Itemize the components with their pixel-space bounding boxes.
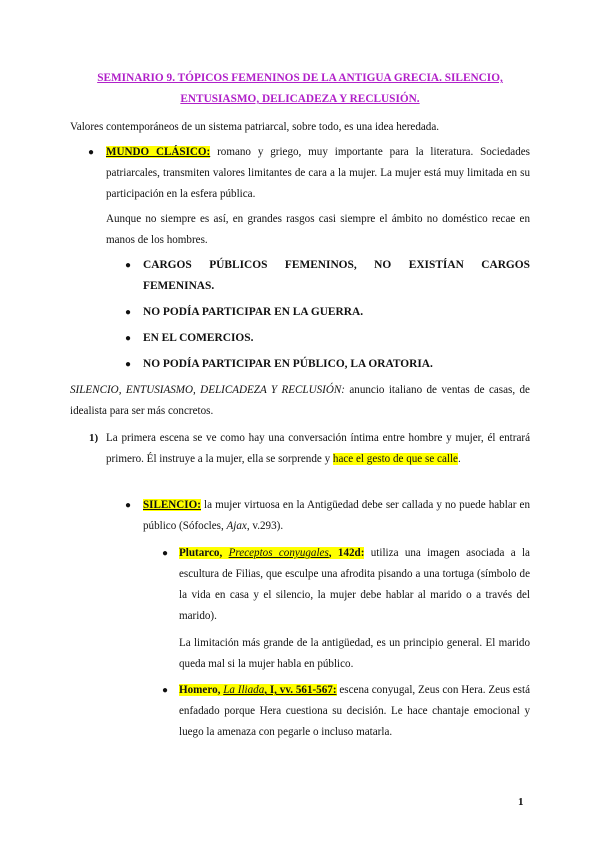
ad-text: anuncio italiano de ventas de casas, de idealista para ser más concretos. [70,384,530,417]
plutarco-text: utiliza una imagen asociada a la escultura de Filias, que esculpe una afrodita pisando a una tortuga (símbolo de la vida en casa y el silencio, la mujer debe hablar al marido o a través del marido). [179,547,530,622]
silencio-work: Ajax [226,520,247,532]
caps-item-4: NO PODÍA PARTICIPAR EN PÚBLICO, LA ORATORIA. [143,358,433,370]
bullet-homero: ● [162,685,169,696]
bullet-caps-1: ● [125,260,132,271]
ad-italic: SILENCIO, ENTUSIASMO, DELICADEZA Y RECLUSIÓN: [70,384,345,396]
bullet-caps-4: ● [125,359,132,370]
point-1-highlight: hace el gesto de que se calle [332,453,458,465]
homero-ref: , I, vv. 561-567: [264,684,337,696]
plutarco-citation [179,547,364,559]
bullet-mundo: ● [88,147,95,158]
point-1-paragraph [106,428,530,470]
caps-item-1: CARGOS PÚBLICOS FEMENINOS, NO EXISTÍAN CARGOS FEMENINAS. [143,259,530,292]
ad-paragraph [70,380,530,422]
mundo-text: romano y griego, muy importante para la literatura. Sociedades patriarcales, transmiten valores limitantes de cara a la mujer. La mujer está muy limitada en su participación en la esfera pública. [106,146,530,200]
silencio-ref: , v.293). [246,520,284,532]
title-line-1: SEMINARIO 9. TÓPICOS FEMENINOS DE LA ANTIGUA GRECIA. SILENCIO, [97,72,503,84]
homero-work: La Iliada [223,684,265,696]
bullet-silencio: ● [125,500,132,511]
document-title [70,68,530,110]
bullet-caps-3: ● [125,333,132,344]
plutarco-author: Plutarco, [179,547,223,559]
title-line-2: ENTUSIASMO, DELICADEZA Y RECLUSIÓN. [180,93,420,105]
mundo-paragraph [106,142,530,205]
plutarco-paragraph [179,543,530,627]
point-1-number: 1) [89,432,99,444]
intro-paragraph: Valores contemporáneos de un sistema patriarcal, sobre todo, es una idea heredada. [70,121,440,133]
plutarco-ref: , 142d: [328,547,365,559]
bullet-caps-2: ● [125,307,132,318]
silencio-label: SILENCIO: [143,499,201,511]
homero-text: escena conyugal, Zeus con Hera. Zeus está enfadado porque Hera cuestiona su decisión. Le hace chantaje emocional y luego la amenaza con pegarle o incluso matarla. [179,684,531,738]
point-1-text: La primera escena se ve como hay una conversación íntima entre hombre y mujer, él entrará primero. Él instruye a la mujer, ella se sorprende y [106,432,530,465]
caps-item-2: NO PODÍA PARTICIPAR EN LA GUERRA. [143,306,364,318]
plutarco-paragraph-2: La limitación más grande de la antigüedad, es un principio general. El marido queda mal si la mujer habla en público. [179,637,530,670]
point-1-end: . [457,453,461,465]
caps-item-3: EN EL COMERCIOS. [143,332,254,344]
mundo-paragraph-2: Aunque no siempre es así, en grandes rasgos casi siempre el ámbito no doméstico recae en manos de los hombres. [106,213,530,246]
silencio-text: la mujer virtuosa en la Antigüedad debe ser callada y no puede hablar en público (Sófocles, [143,499,530,532]
mundo-label: MUNDO CLÁSICO: [106,146,211,158]
plutarco-work: Preceptos conyugales [228,547,329,559]
bullet-plutarco: ● [162,548,169,559]
homero-author: Homero, [179,684,221,696]
homero-paragraph [179,680,530,743]
page-number: 1 [518,796,524,808]
homero-citation [179,684,337,696]
silencio-paragraph [143,495,530,537]
